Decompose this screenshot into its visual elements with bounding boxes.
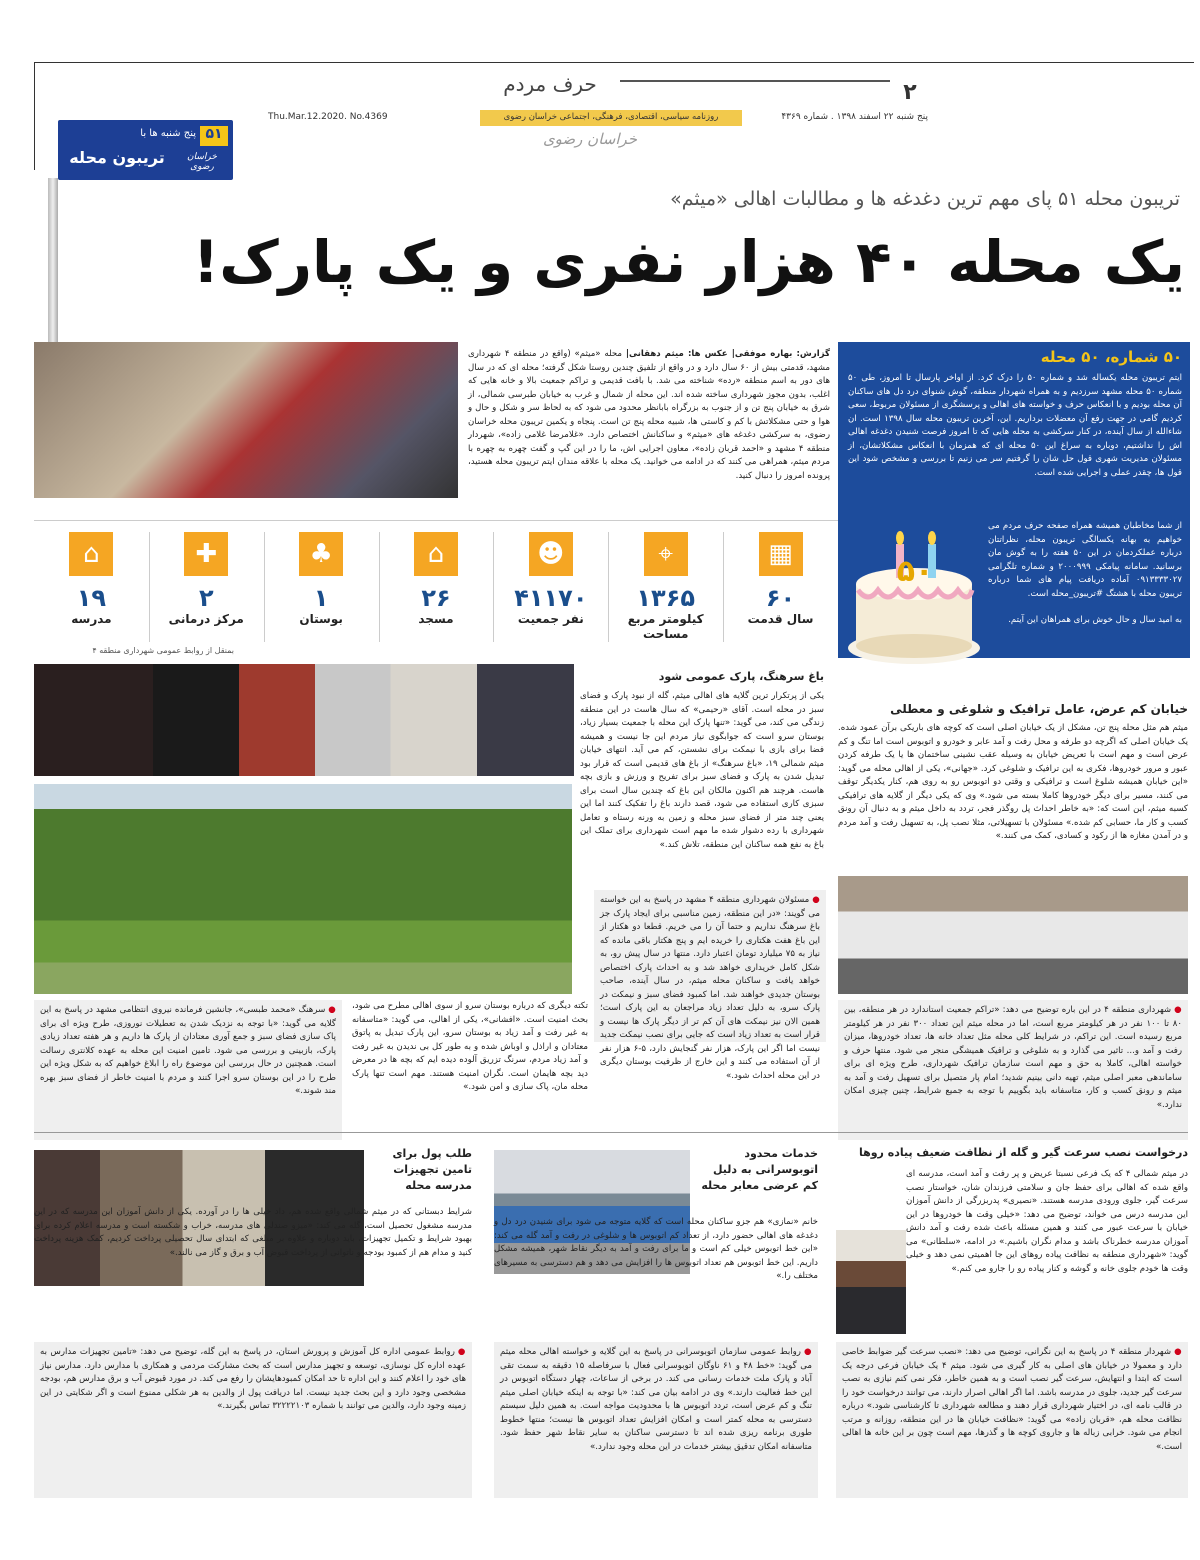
- tree-icon: ♣: [299, 532, 343, 576]
- badge-text: پنج شنبه ها با: [140, 128, 196, 139]
- bottom-rule: [34, 1132, 1188, 1133]
- date-line: پنج شنبه ۲۲ اسفند ۱۳۹۸ . شماره ۴۳۶۹: [781, 112, 928, 122]
- section-title: حرف مردم: [503, 72, 597, 96]
- speed-bump-text: در میثم شمالی ۴ که یک فرعی نسبتا عریض و پر رفت و آمد است، مدرسه ای واقع شده که اهالی برای حفظ جان و سلامتی فرزندان شان، خواستار نصب سرعت گیر، جلوی ورودی مدرسه هستند. «نصیری» پدربزرگی از دانش آموزان این مدرسه درس می خواند، توضیح می دهد: «خیلی وقت ها خودروها در این خیابان با سرعت عبور می کنند و همین مسئله باعث شده رفت و آمد دانش آموزان مدرسه خطرناک باشد و مدام نگران باشیم.» در ادامه، «سلطانی» می گوید: «شهرداری منطقه به نظافت پیاده روهای این جا اهمیتی نمی دهد و خیلی وقت ها خودم جلوی خانه و گوشه و کنار پیاده رو را جارو می کنم.»: [906, 1169, 1188, 1274]
- intro-text: [468, 348, 830, 498]
- park-title: باغ سرهنگ، پارک عمومی شود: [658, 670, 824, 683]
- people-icon: ☻: [529, 532, 573, 576]
- speed-bump-title: درخواست نصب سرعت گیر و گله از نظافت ضعیف پیاده روها: [858, 1146, 1188, 1159]
- bus-official: ● روابط عمومی سازمان اتوبوسرانی در پاسخ به این گلایه و خواسته اهالی محله میثم می گوید: «خط ۴۸ و ۶۱ ناوگان اتوبوسرانی فعال با سرفاصله ۱۵ دقیقه به سمت تقی آباد و پارک ملت خدمات رسانی می کند. در برخی از ساعات، چهار دستگاه اتوبوس در این خط فعالیت دارند.» وی در ادامه بیان می کند: «با توجه به اینکه خیابان اصلی میثم تنگ و کم عرض است، تردد اتوبوس ها با محدودیت مواجه است. به همین دلیل سیستم دسترسی به محله کمتر است و امکان افزایش تعداد اتوبوس ها نیست؛ منتها خطوط طوری برنامه ریزی شده اند تا دسترسی ساکنان به سایر نقاط شهر حفظ شود. متاسفانه امکان تدقیق بیشتر خدمات در این محله وجود ندارد.»: [500, 1346, 812, 1494]
- stat-value: ۱: [313, 584, 329, 612]
- park-photo: [34, 784, 572, 994]
- anniversary-text-2: از شما مخاطبان همیشه همراه صفحه حرف مردم می خواهیم به بهانه یکسالگی تریبون محله، نظراتتان درباره عملکردمان در این ۵۰ هفته را به گوش مان برسانید. سامانه پیامکی ۲۰۰۰۹۹۹ و شماره تلگرامی ۰۹۱۳۳۳۳۰۲۷ آماده دریافت پیام های شما درباره تریبون محله با هشتگ #تریبون_محله است.: [988, 521, 1182, 599]
- traffic-photo: [838, 876, 1188, 994]
- stat-label: مرکز درمانی: [168, 612, 244, 626]
- stat-divider: [608, 532, 609, 642]
- school-official: ● روابط عمومی اداره کل آموزش و پرورش استان، در پاسخ به این گله، توضیح می دهد: «تامین تجهیزات مدارس به عهده اداره کل نوسازی، توسعه و تجهیز مدارس است که بحث مشارکت مردمی و همکاری با مدارس دارد. مدارس نیاز های خود را اعلام کنند و این اداره تا حد امکان کمبودهایشان را رفع می کند. در مورد قبوض آب و برق مدارس هم، بودجه مشخصی وجود دارد و این بحث جدید نیست. اما دریافت پول از والدین به هر شکلی ممنوع است و اگر شکایتی در این زمینه وجود دارد، والدین می توانند با شماره ۳۲۲۲۲۱۰۳ تماس بگیرند.»: [40, 1346, 466, 1494]
- stats-source: بمنقل از روابط عمومی شهرداری منطقه ۴: [92, 646, 234, 655]
- stat-label: نفر جمعیت: [517, 612, 584, 626]
- badge-title: تریبون محله: [69, 148, 165, 167]
- police-text: ● سرهنگ «محمد طبسی»، جانشین فرمانده نیروی انتظامی مشهد در پاسخ به این گلایه می گوید: «با توجه به نزدیک شدن به تعطیلات نوروزی، طرح ویژه ای برای پاک سازی فضای سبز و جمع آوری معتادان از پارک ها داریم و هر هفته تعداد زیادی پارک، بازبینی و بررسی می شود. تامین امنیت این محله به عهده کلانتری رسالت است. همچنین در حال بررسی این موضوع راه را ابلاغ خواهیم که به شکل ویژه این طرح را در این بوستان سرو اجرا کنند و مردم با امنیت خاطر از فضای سبز بهره مند شوند.»: [40, 1004, 336, 1134]
- traffic-text: میثم هم مثل محله پنج تن، مشکل از یک خیابان اصلی است که کوچه های باریکی برآن عمود شده. یک خیابان اصلی که اگرچه دو طرفه و محل رفت و آمد عابر و خودرو و اتوبوس است اما تنگ و کم عرض است و مهم است با تعریض خیابان به وسیله عقب نشینی ساختمان ها یا یک طرفه کردن عبور و مرور خودروها، فکری به این ترافیک و شلوغی کرد. «جهانی»، یکی از اهالی محله می گوید: «این خیابان همیشه شلوغ است و ترافیکی و وقتی دو اتوبوس رو به روی هم، کنار یکدیگر توقف می کنند، مسیر برای دیگر خودروها کاملا بسته می شود.» وی که یکی دیگر از گلایه های ترافیکی کسبه میثم، این است که: «به خاطر احداث پل روگذر فجر، تردد به داخل میثم و به دنبال آن رونق کسب و کار ما، حسابی کم شده.» مسئولان با تسهیلاتی، مثلا نصب پل، به تسهیل رفت و آمد مردم و در آمدن مغازه ها از رکود و کسادی، کمک می کنند.»: [838, 723, 1188, 841]
- stat-item: [493, 532, 608, 652]
- stat-item: [149, 532, 264, 652]
- stat-divider: [264, 532, 265, 642]
- calendar-icon: ▦: [759, 532, 803, 576]
- stat-value: ۲: [198, 584, 214, 612]
- mosque-icon: ⌂: [414, 532, 458, 576]
- school-text: شرایط دبستانی که در میثم شمالی واقع شده هم، داد خیلی ها را در آورده. یکی از دانش آموزان این مدرسه که در این مدرسه مشغول تحصیل است، گله می کند: «میزو صندلی های مدرسه، خراب و شکسته است و مدرسه اعلام کرده برای بهبود شرایط و تکمیل تجهیزات، باید دوباره و علاوه بر مبلغی که ابتدای سال تحصیلی پرداخت کردیم، کمک هزینه پرداخت کنید و مدام هم از کمبود بودجه و ناتوانی از پرداخت قبوض آب و برق و گاز می نالند.»: [34, 1207, 472, 1258]
- stat-divider: [149, 532, 150, 642]
- stat-label: کیلومتر مربع مساحت: [627, 612, 704, 641]
- stat-item: [264, 532, 379, 652]
- stat-item: [723, 532, 838, 652]
- page-number: ۲: [903, 80, 917, 105]
- resident-photo: [836, 1230, 906, 1334]
- stat-value: ۱۳۶۵: [636, 584, 695, 612]
- school-icon: ⌂: [69, 532, 113, 576]
- headline-kicker: تریبون محله ۵۱ پای مهم ترین دغدغه ها و مطالبات اهالی «میثم»: [670, 188, 1180, 210]
- traffic-official: ● شهرداری منطقه ۴ در این باره توضیح می دهد: «تراکم جمعیت استاندارد در هر منطقه، بین ۸۰ تا ۱۰۰ نفر در هر کیلومتر مربع است، اما در محله میثم این تعداد ۳۰۰ نفر در هر کیلومتر مربع رسیده است. این تراکم، در شرایط کلی محله مثل تعداد خانه ها، تعداد خودروها، میزان رفت و آمد و... تاثیر می گذارد و به شلوغی و ترافیک همیشگی منجر می شود. منتها حرف و خواسته اهالی، کاملا به حق و مهم است سازمان ترافیک شهرداری، طرح ویژه ای برای ساماندهی معبر اصلی میثم، تهیه دانی بینیم شدید؛ امام پار متصیل برای تسهیل رفت و آمد به میثم و رونق کسب و کار، متاسفانه باید بگوییم با توجه به جمیع شرایط، چنین چیزی امکان ندارد.»: [844, 1004, 1182, 1136]
- stat-value: ۲۶: [421, 584, 451, 612]
- stat-item: [34, 532, 149, 652]
- stat-divider: [493, 532, 494, 642]
- anniversary-title: ۵۰ شماره، ۵۰ محله: [1040, 348, 1182, 366]
- intro-photo: [34, 342, 458, 498]
- map-pin-icon: ⌖: [644, 532, 688, 576]
- park-text: یکی از پرتکرار ترین گلایه های اهالی میثم، گله از نبود پارک و فضای سبز در محله است. آقای «رحیمی» که سال هاست در این منطقه زندگی می کند، می گوید: «تنها پارک این محله با جمعیت بسیار زیاد، بوستان سرو است که جوابگوی نیاز مردم این جا نیست و همیشه فضا برای بازی با نیمکت برای نشستن، کم می آید. انتهای خیابان میثم شمالی ۱۹، «باغ سرهنگ» از باغ های قدیمی است که قرار بود تبدیل شدن به پارک و فضای سبز برای تفریح و ورزش و بازی بچه هاست. هرچند هم اکنون مالکان این باغ که چندین سال است برای سبزی کاری استفاده می شود، قصد دارند باغ را تفکیک کنند اما این یعنی چند متر از فضای سبز محله و زمین به ورنه رستاه و تعامل شهرداری با رده دشوار شده ما مهم است شهرداری برای تملک این باغ به نفع همه ساکنان این منطقه، تلاش کند.»: [580, 691, 824, 850]
- bus-title: خدمات محدود اتوبوسرانی به دلیل کم عرضی معابر محله: [701, 1147, 818, 1192]
- park-official: ● مسئولان شهرداری منطقه ۴ مشهد در پاسخ به این خواسته می گویند: «در این منطقه، زمین مناسبی برای ایجاد پارک جز باغ سرهنگ نداریم و حتما آن را می خریم. قطعا دو هکتار از این باغ هفت هکتاری را خریده ایم و پنج هکتار باقی مانده که نیاز به ۷۵ میلیارد تومان اعتبار دارد. منتها در سال پیش رو، به شکل کامل خریداری خواهد شد و به احداث پارک اختصاص خواهد یافت و ساکنان محله میثم، در سال آینده، صاحب بوستان جدیدی خواهند شد. اما کمبود فضای سبز و نیمکت در پارک سرو، به دلیل تعداد زیاد مراجعان به این پارک است؛ همین الان نیز نیمکت های آن کم تر از دیگر پارک ها نیست و قرار است به تعداد زیاد است که جایی برای نصب نیمکت جدید نیست اما اگر این پارک، هزار نفر گنجایش دارد، ۵-۶ هزار نفر از آن استفاده می کنند و این خارج از ظرفیت بوستان دیگری در این محله احداث شود.»: [600, 894, 820, 1038]
- bus-text: خانم «نمازی» هم جزو ساکنان محله است که گلایه متوجه می شود برای شنیدن درد دل و دغدغه های اهالی حضور دارد، از تعداد کم اتوبوس ها و شلوغی در رفت و آمد گله می کند: «این خط اتوبوس خیلی کم است و ما برای رفت و آمد به دیگر نقاط شهر، همیشه مشکل داریم. این خط اتوبوس هم تعداد اتوبوس ها را افزایش می دهد و هم دسترسی به مسیرهای مختلف را.»: [494, 1217, 818, 1281]
- cake-label: ۵۰: [896, 554, 934, 589]
- stat-divider: [723, 532, 724, 642]
- stat-item: [379, 532, 494, 652]
- paper-desc: روزنامه سیاسی، اقتصادی، فرهنگی، اجتماعی خراسان رضوی: [503, 112, 719, 122]
- stat-value: ۴۱۱۷۰: [514, 584, 588, 612]
- stat-label: مسجد: [418, 612, 454, 626]
- badge-number: ۵۱: [200, 126, 228, 146]
- intro-byline: گزارش: بهاره موفقی| عکس ها: میثم دهقانی|: [625, 349, 830, 359]
- stat-value: ۶۰: [765, 584, 796, 612]
- speed-bump-official: ● شهردار منطقه ۴ در پاسخ به این نگرانی، توضیح می دهد: «نصب سرعت گیر ضوابط خاصی دارد و معمولا در خیابان های اصلی به کار گیری می شود. میثم ۴ یک خیابان فرعی درجه یک است که ابتدا و انتهایش، سرعت گیر نصب است و به همین خاطر، فکر نمی کنم نیازی به نصب سرعت گیر جدید، جلوی در مدرسه باشد. اما اگر اهالی اصرار دارند، می توانند درخواست خود را در قالب نامه ای، در اختیار شهرداری قرار دهند و مطالعه شهرداری تا کارشناسی شود.» درباره نظافت محله هم، «قربان زاده» می گوید: «نظافت خیابان ها در این منطقه، روزانه و مرتب انجام می شود. خرابی زباله ها و جاروی کوچه ها و گذرها، مهم است چون بر این خانه ها اهالی است.»: [842, 1346, 1182, 1494]
- cake-image: [844, 522, 984, 668]
- intro-body: محله «میثم» (واقع در منطقه ۴ شهرداری مشهد، قدمتی بیش از ۶۰ سال دارد و در واقع از تلفیق چندین روستا شکل گرفته؛ محله ای که در سال های دور به اسم منطقه «رده» شناخته می شد. با بافت قدیمی و تراکم جمعیت بالا و خانه هایی که اغلب، بدون مجوز شهرداری ساخته شده اند. این محله از شمال و غرب به خیابان طبرسی شمالی، از شرق به خیابان پنج تن و از جنوب به بزرگراه بابانظر محدود می شود که به لحاظ سر و شکل و حال و هوا و حتی مشکلاتش با کم و کاستی ها، شبیه محله پنج تن است. پنجاه و یکمین تریبون محله خراسان رضوی، به سرکشی دغدغه های «میثم» و ساکنانش اختصاص دارد. «غلامرضا غلامی زاده»، شهردار منطقه ۴ مشهد و «احمد قربان زاده»، معاون اجرایی اش، ما را در این گپ و گفت چهره به چهره با مردم میثم، همراهی می کنند که در ادامه می خوانید. یک محله با علاقه مندان ایتم تریبون محله هستید، پرونده امروز را دنبال کنید.: [468, 349, 830, 481]
- header-rule: [620, 80, 890, 82]
- stat-label: بوستان: [299, 612, 343, 626]
- anniversary-text-3: به امید سال و حال خوش برای همراهان این آیتم.: [1008, 615, 1182, 625]
- stat-value: ۱۹: [76, 584, 107, 612]
- anniversary-text: ایتم تریبون محله یکساله شد و شماره ۵۰ را درک کرد. از اواخر پارسال تا امروز، طی ۵۰ شماره ۵۰ محله مشهد سرزدیم و به همراه شهردار منطقه، گوش شنوای درد دل های ساکنان آن محله بودیم و با انعکاس حرف و خواسته های اهالی و پرسشگری از مسئولان مربوط، سعی کردیم گامی در جهت رفع آن معضلات برداریم. این، آخرین تریبون محله سال ۱۳۹۸ است. ان شاءالله از سال آینده، در کنار سرکشی به محله هایی که تا امروز فرصت شنیدن دغدغه اهالی اش را نداشتیم، دوباره به سراغ این ۵۰ محله ای که همزمان با انعکاس مشکلاتشان، از مسئولان مدیریت شهری قول حل شان را گرفتیم سر می زنیم تا بررسی و مشخص شود این قول ها، چقدر عملی و اجرایی شده است.: [848, 373, 1183, 478]
- traffic-title: خیابان کم عرض، عامل ترافیک و شلوغی و معطلی: [890, 702, 1188, 716]
- newspaper-logo: خراسان رضوی: [542, 130, 638, 148]
- school-title: طلب پول برای تامین تجهیزات مدرسه محله: [392, 1147, 472, 1192]
- park-security: تکته دیگری که درباره بوستان سرو از سوی اهالی مطرح می شود، بحث امنیت است. «افشانی»، یکی از اهالی، می گوید: «متاسفانه به غیر رفت و آمد زیاد به بوستان سرو، این پارک تبدیل به پاتوق معتادان و اراذل و اوباش شده و به طور کل بی ندیدن به غیر رفت و آمد زیاد مردم، سرنگ تزریق آلوده دیده ایم که بچه ها در معرض دید بچه هایمان است. نگران امنیت هستند. مهم است تنها پارک محله مان، پاک سازی و امن شود.»: [352, 1001, 588, 1092]
- stat-label: سال قدمت: [747, 612, 814, 626]
- clinic-icon: ✚: [184, 532, 228, 576]
- badge-pole: [48, 178, 58, 348]
- stat-item: [608, 532, 723, 652]
- stat-label: مدرسه: [71, 612, 112, 626]
- badge-logo: خراسان رضوی: [187, 152, 217, 172]
- stat-divider: [379, 532, 380, 642]
- headline-title: یک محله ۴۰ هزار نفری و یک پارک!: [192, 228, 1185, 296]
- stats-list: [34, 532, 838, 652]
- residents-photo: [34, 664, 574, 776]
- latin-date: Thu.Mar.12.2020. No.4369: [268, 112, 388, 122]
